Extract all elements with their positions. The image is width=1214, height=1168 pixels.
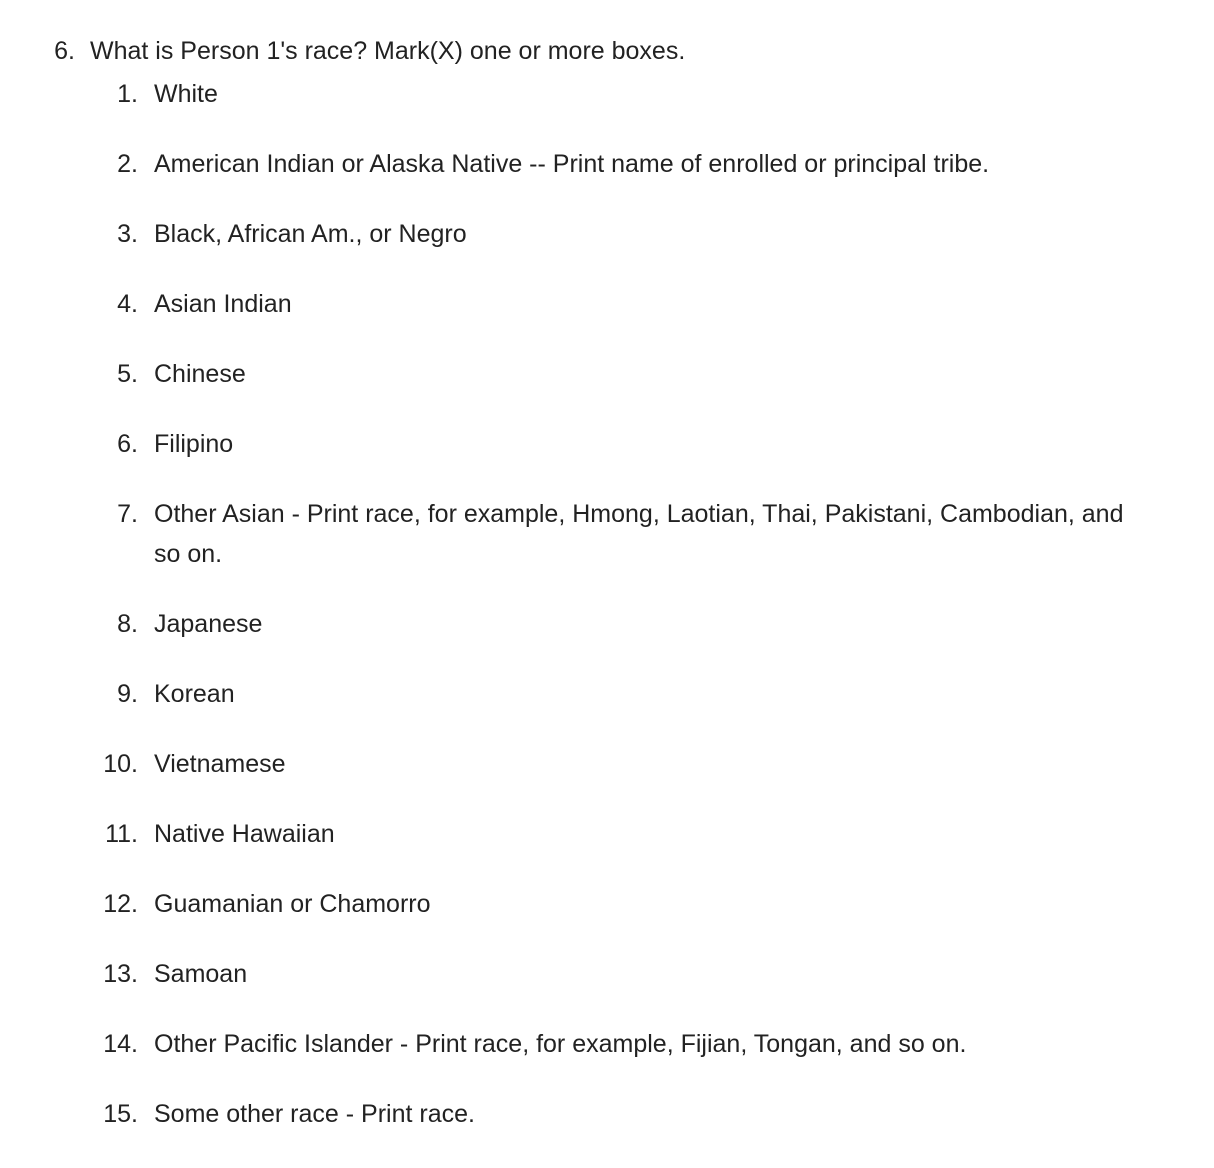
option-label: Other Asian - Print race, for example, Hmong, Laotian, Thai, Pakistani, Cambodian, and so on. <box>154 500 1124 568</box>
option-label: Native Hawaiian <box>154 820 335 848</box>
option-label: Filipino <box>154 430 234 458</box>
option-label: Chinese <box>154 360 246 388</box>
option-number: 5. <box>117 360 138 388</box>
option-number: 7. <box>117 500 138 528</box>
option-label: Some other race - Print race. <box>154 1100 475 1128</box>
option-label: Samoan <box>154 960 248 988</box>
answer-option <box>0 744 1214 784</box>
option-number: 8. <box>117 610 138 638</box>
answer-option <box>0 354 1214 394</box>
answer-option <box>0 74 1214 114</box>
option-number: 10. <box>103 750 138 778</box>
option-number: 13. <box>103 960 138 988</box>
answer-option <box>0 954 1214 994</box>
option-number: 4. <box>117 290 138 318</box>
answer-option <box>0 144 1214 184</box>
option-label: American Indian or Alaska Native -- Print name of enrolled or principal tribe. <box>154 150 990 178</box>
option-number: 9. <box>117 680 138 708</box>
option-number: 3. <box>117 220 138 248</box>
option-number: 14. <box>103 1030 138 1058</box>
question <box>0 34 1214 68</box>
option-label: Other Pacific Islander - Print race, for example, Fijian, Tongan, and so on. <box>154 1030 967 1058</box>
answer-option <box>0 1094 1214 1134</box>
answer-option <box>0 494 1214 574</box>
option-number: 15. <box>103 1100 138 1128</box>
option-number: 12. <box>103 890 138 918</box>
answer-options-list <box>0 74 1214 1164</box>
question-text: What is Person 1's race? Mark(X) one or more boxes. <box>90 37 686 65</box>
option-number: 1. <box>117 80 138 108</box>
option-label: Vietnamese <box>154 750 286 778</box>
answer-option <box>0 674 1214 714</box>
answer-option <box>0 1024 1214 1064</box>
question-number: 6. <box>54 37 75 65</box>
answer-option <box>0 814 1214 854</box>
option-number: 2. <box>117 150 138 178</box>
option-label: Black, African Am., or Negro <box>154 220 467 248</box>
answer-option <box>0 214 1214 254</box>
option-label: Guamanian or Chamorro <box>154 890 431 918</box>
option-number: 6. <box>117 430 138 458</box>
option-number: 11. <box>105 820 138 848</box>
answer-option <box>0 284 1214 324</box>
answer-option <box>0 604 1214 644</box>
option-label: White <box>154 80 218 108</box>
option-label: Japanese <box>154 610 263 638</box>
option-label: Korean <box>154 680 235 708</box>
answer-option <box>0 424 1214 464</box>
option-label: Asian Indian <box>154 290 292 318</box>
answer-option <box>0 884 1214 924</box>
